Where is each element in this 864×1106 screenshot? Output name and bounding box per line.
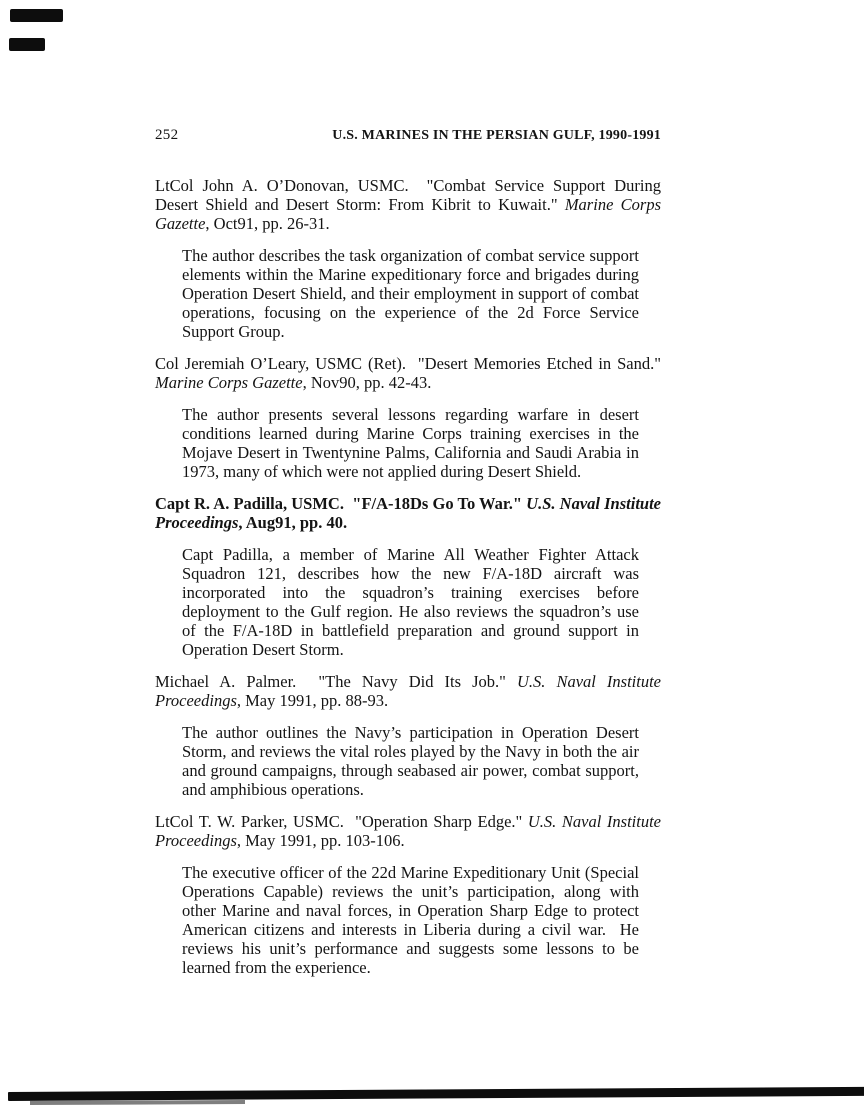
annotation-text: The author presents several lessons regarding warfare in desert conditions learned during Marine Corps training exercises in the Mojave Desert in Twentynine Palms, California and Saudi Arabia in 1973, many of which were not applied during Desert Shield.: [182, 405, 639, 481]
citation-text: Capt R. A. Padilla, USMC. "F/A-18Ds Go To War.": [155, 494, 527, 513]
annotation-text: Capt Padilla, a member of Marine All Weather Fighter Attack Squadron 121, describes how the new F/A-18D aircraft was incorporated into the squadron’s training exercises before deployment to the Gulf region. He also reviews the squadron’s use of the F/A-18D in battlefield preparation and ground support in Operation Desert Storm.: [182, 545, 639, 659]
annotation-text: The author describes the task organization of combat service support elements within the Marine expeditionary force and brigades during Operation Desert Shield, and their employment in support of combat operations, focusing on the experience of the 2d Force Service Support Group.: [182, 246, 639, 341]
journal-title: U.S. Naval Institute Proceedings: [155, 812, 662, 850]
bibliography-entry: [155, 494, 661, 659]
citation: [155, 354, 661, 392]
citation-pages: , May 1991, pp. 88-93.: [236, 691, 389, 710]
running-header: U.S. MARINES IN THE PERSIAN GULF, 1990-1991: [332, 128, 661, 143]
citation-text: Col Jeremiah O’Leary, USMC (Ret). "Desert Memories Etched in Sand.": [155, 354, 661, 373]
scan-artifact-bottom-smudge: [30, 1100, 245, 1105]
citation-pages: , Aug91, pp. 40.: [238, 513, 348, 532]
scan-artifact-top-bar-1: [10, 9, 63, 22]
annotation: [182, 246, 639, 341]
citation-pages: , Nov90, pp. 42-43.: [302, 373, 432, 392]
annotation-text: The executive officer of the 22d Marine Expeditionary Unit (Special Operations Capable) reviews the unit’s participation, along with other Marine and naval forces, in Operation Sharp Edge to protect American citizens and interests in Liberia during a civil war. He reviews his unit’s performance and suggests some lessons to be learned from the experience.: [182, 863, 639, 977]
bibliography-list: [155, 176, 661, 990]
citation-text: LtCol John A. O’Donovan, USMC. "Combat Service Support During Desert Shield and Desert Storm: From Kibrit to Kuwait.": [155, 176, 661, 214]
bibliography-entry: [155, 672, 661, 799]
citation-text: LtCol T. W. Parker, USMC. "Operation Sharp Edge.": [155, 812, 528, 831]
annotation: [182, 863, 639, 977]
bibliography-entry: [155, 812, 661, 977]
journal-title: U.S. Naval Institute Proceedings: [155, 494, 661, 532]
journal-title: Marine Corps Gazette: [155, 373, 303, 392]
bibliography-entry: [155, 354, 661, 481]
annotation: [182, 545, 639, 659]
annotation: [182, 405, 639, 481]
annotation-text: The author outlines the Navy’s participation in Operation Desert Storm, and reviews the vital roles played by the Navy in both the air and ground campaigns, through seabased air power, combat support, and amphibious operations.: [182, 723, 639, 799]
scan-artifact-top-bar-2: [9, 38, 45, 51]
citation-pages: , Oct91, pp. 26-31.: [205, 214, 330, 233]
bibliography-entry: [155, 176, 661, 341]
citation: [155, 812, 661, 850]
citation: [155, 494, 661, 532]
page-number: 252: [155, 127, 179, 143]
citation-text: Michael A. Palmer. "The Navy Did Its Job.": [155, 672, 517, 691]
citation: [155, 176, 661, 233]
page-header: [155, 127, 661, 144]
citation: [155, 672, 661, 710]
annotation: [182, 723, 639, 799]
scan-artifact-bottom-bar: [8, 1087, 864, 1101]
journal-title: Marine Corps Gazette: [155, 195, 661, 233]
journal-title: U.S. Naval Institute Proceedings: [155, 672, 662, 710]
citation-pages: , May 1991, pp. 103-106.: [236, 831, 405, 850]
